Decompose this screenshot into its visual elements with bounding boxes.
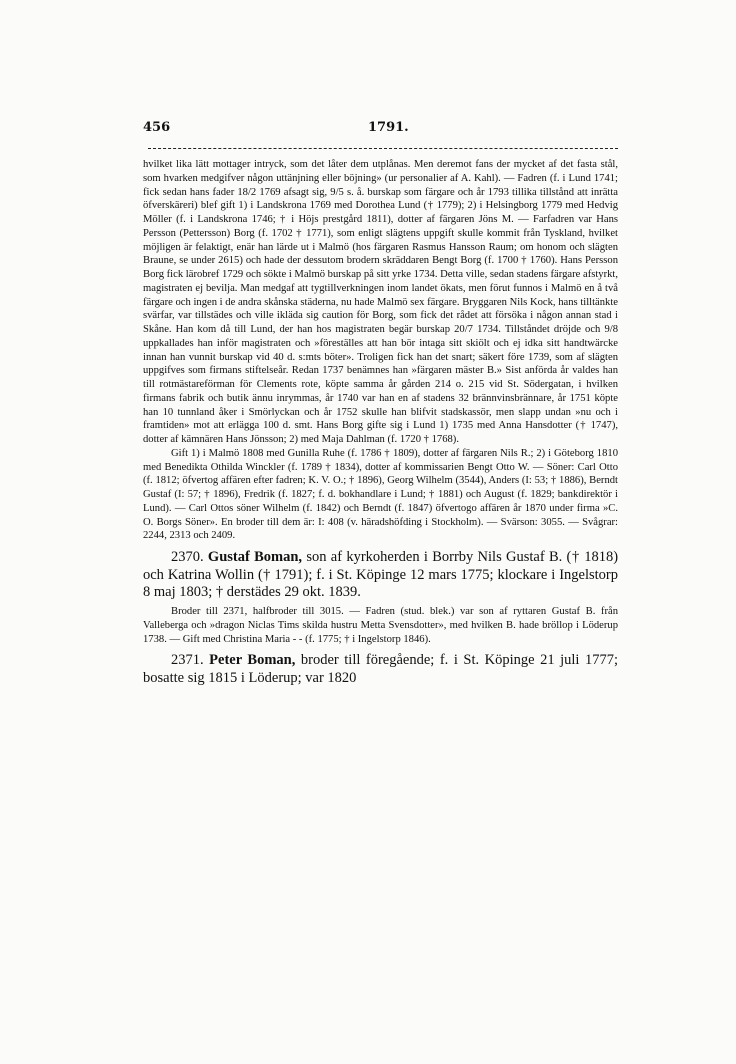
entry-2370-note bbox=[143, 605, 618, 646]
entry-name: Gustaf Boman, bbox=[207, 549, 303, 565]
entry-note: Broder till 2371, halfbroder till 3015. — Fadren (stud. blek.) var son af ryttaren Gustaf B. från Valleberga och »dragon Niclas Tims skilda hustru Metta Svensdotter», med hvilken B. hade bröllop i Löderup 1738. — Gift med Christina Maria - - (f. 1775; † i Ingelstorp 1846). bbox=[143, 606, 618, 645]
running-year: 1791. bbox=[368, 120, 409, 135]
page-header bbox=[143, 110, 618, 135]
entry-text: son af kyrkoherden i Borrby Nils Gustaf B. († 1818) och Katrina Wollin († 1791); f. i St. Köpinge 12 mars 1775; klockare i Ingelstorp 8 maj 1803; † derstädes 29 okt. 1839. bbox=[143, 549, 619, 601]
entry-2370 bbox=[143, 549, 618, 602]
page-number: 456 bbox=[143, 120, 171, 135]
entry-text: broder till föregående; f. i St. Köpinge 21 juli 1777; bosatte sig 1815 i Löderup; var 1820 bbox=[143, 652, 619, 687]
header-divider bbox=[148, 148, 618, 149]
paragraph-family-history: hvilket lika lätt mottager intryck, som det låter dem utplånas. Men deremot fans der mycket af det fasta stål, som hvarken medgifver någon uttänjning eller böjning» (ur personalier af A. Kahl). — Fadren (f. i Lund 1741; fick sedan hans fader 18/2 1769 afsagt sig, 9/5 s. å. burskap som färgare och år 1793 tillika tillstånd att inrätta öfverskäreri) blef gift 1) i Landskrona 1769 med Dorothea Lund († 1779); 2) i Helsingborg 1779 med Hedvig Möller (f. i Landskrona 1746; † i Höjs prestgård 1811), dotter af färgaren Jöns M. — Farfadren var Hans Persson (Pettersson) Borg (f. 1702 † 1771), som enligt slägtens uppgift skulle kommit från Tyskland, hvilket möjligen är felaktigt, enär han lärde ut i Malmö (hos färgaren Rasmus Hansson Raum; om honom och slägten Braune, se under 2615) och hade der dessutom brodern skräddaren Bengt Borg (f. 1700 † 1760). Hans Persson Borg fick lärobref 1729 och sökte i Malmö burskap på sitt yrke 1734. Detta ville, sedan stadens färgare afstyrkt, magistraten ej bevilja. Man medgaf att tygtillverkningen inom landet ökats, men förut funnos i Malmö en å två färgare och ingen i de andra skånska städerna, nu hade Malmö sex färgare. Bryggaren Nils Kock, hans tilltänkte svärfar, var tillstädes och ville ikläda sig caution för Borg, som fick det rådet att försöka i någon annan stad i Skåne. Han kom då till Lund, der han hos magistraten begär burskap 20/7 1734. Tillståndet dröjde och 9/8 uppkallades han inför magistraten och »föreställes att han bör intaga sitt skiölt och ej idka sitt handtwärcke innan han vunnit burskap vid 40 d. s:mts böter». Troligen fick han det snart; säkert före 1739, som af slägten uppgifves som firmans stiftelseår. Redan 1737 benämnes han »färgaren mäster B.» Sist anförda år valdes han till rotmästareförman för Clements rote, köpte samma år gården 214 o. 215 vid St. Södergatan, i hvilken firmans fabrik och butik ännu inrymmas, år 1740 var han en af stadens 32 brännvinsbrännare, år 1751 köpte han 10 tunnland åker i Smörlyckan och år 1752 skulle han blifvit stadskassör, men slapp undan »nu och i framtiden» mot att erlägga 100 d. smt. Hans Borg gifte sig i Lund 1) 1735 med Anna Hansdotter († 1747), dotter af kämnären Hans Jönsson; 2) med Maja Dahlman (f. 1720 † 1768). bbox=[143, 159, 618, 445]
paragraph-marriages: Gift 1) i Malmö 1808 med Gunilla Ruhe (f. 1786 † 1809), dotter af färgaren Nils R.; 2) i Göteborg 1810 med Benedikta Othilda Winckler (f. 1789 † 1834), dotter af kommissarien Bengt Otto W. — Söner: Carl Otto (f. 1812; öfvertog affären efter fadren; K. V. O.; † 1896), Georg Wilhelm (3544), Anders (I: 53; † 1886), Berndt Gustaf (I: 57; † 1896), Fredrik (f. 1827; f. d. bokhandlare i Lund; † 1881) och August (f. 1829; bankdirektör i Lund). — Carl Ottos söner Wilhelm (f. 1842) och Berndt (f. 1847) öfvertogo affären år 1870 under firma »C. O. Borgs Söner». En broder till dem är: I: 408 (v. häradshöfding i Stockholm). — Svärson: 3055. — Svågrar: 2244, 2313 och 2409. bbox=[143, 447, 618, 542]
page bbox=[143, 110, 618, 135]
entry-2371 bbox=[143, 652, 618, 687]
entry-name: Peter Boman, bbox=[209, 652, 296, 669]
page-body bbox=[143, 158, 618, 691]
continued-biography bbox=[143, 158, 618, 543]
entry-number: 2371. bbox=[171, 652, 204, 669]
entry-number: 2370. bbox=[171, 549, 204, 565]
